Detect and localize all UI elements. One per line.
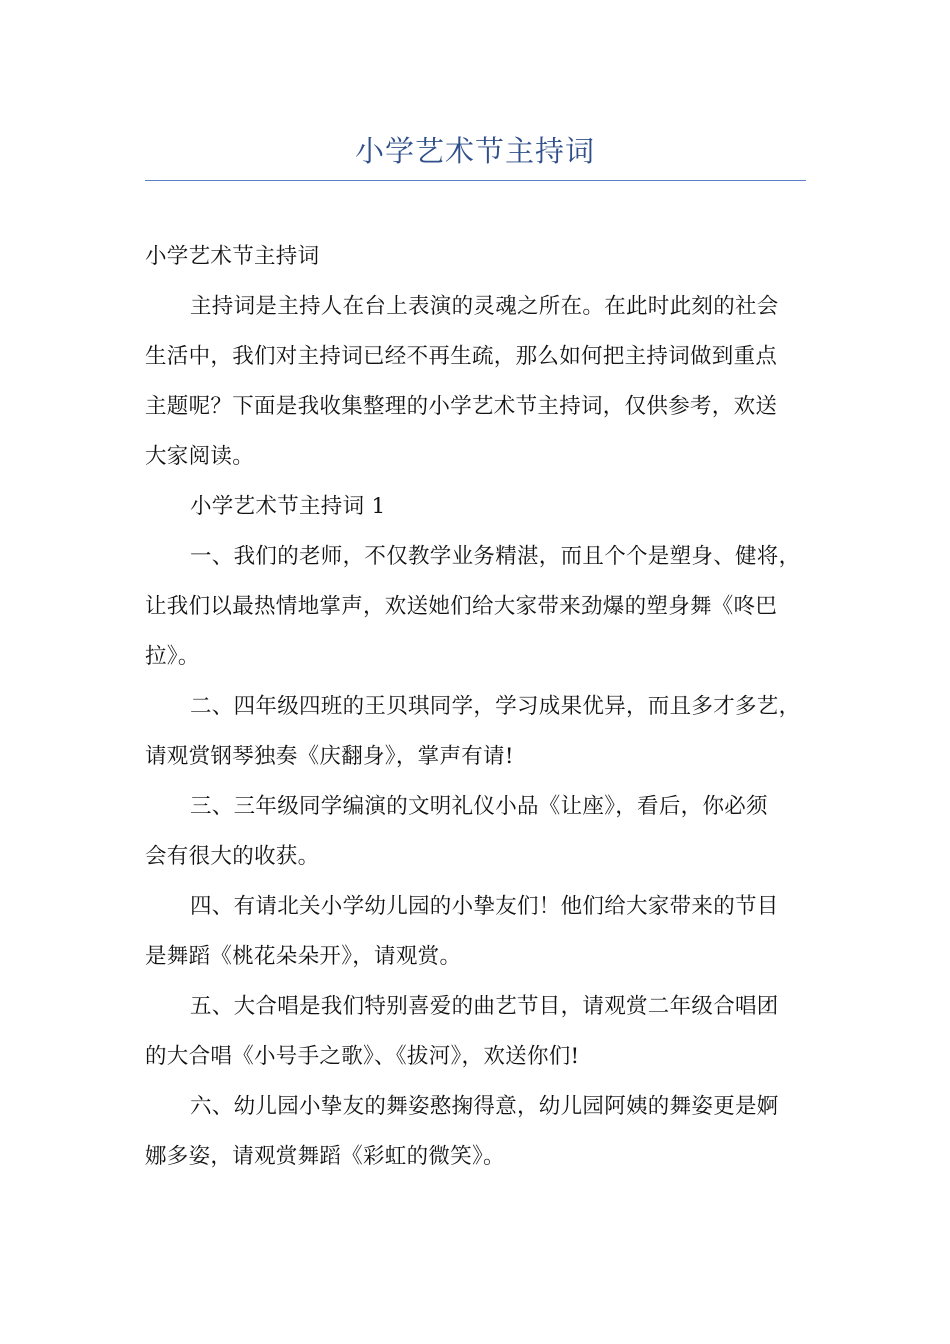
item-line: 四、有请北关小学幼儿园的小挚友们！他们给大家带来的节目 xyxy=(190,894,779,919)
item-line: 一、我们的老师，不仅教学业务精湛，而且个个是塑身、健将， xyxy=(190,544,801,569)
program-item-5 xyxy=(145,982,825,1082)
item-line: 会有很大的收获。 xyxy=(145,844,320,869)
document-body xyxy=(145,232,825,1182)
program-item-6 xyxy=(145,1082,825,1182)
section-heading: 小学艺术节主持词 1 xyxy=(190,494,386,519)
item-line: 的大合唱《小号手之歌》、《拔河》，欢送你们! xyxy=(145,1044,580,1069)
item-line: 让我们以最热情地掌声，欢送她们给大家带来劲爆的塑身舞《咚巴 xyxy=(145,594,778,619)
title-divider xyxy=(145,180,806,181)
page-title: 小学艺术节主持词 xyxy=(354,134,595,168)
program-item-1 xyxy=(145,532,825,682)
item-line: 请观赏钢琴独奏《庆翻身》，掌声有请! xyxy=(145,744,514,769)
program-item-2 xyxy=(145,682,825,782)
document-subtitle: 小学艺术节主持词 xyxy=(145,244,320,269)
intro-line: 主题呢？下面是我收集整理的小学艺术节主持词，仅供参考，欢送 xyxy=(145,394,778,419)
item-line: 六、幼儿园小挚友的舞姿憨掬得意，幼儿园阿姨的舞姿更是婀 xyxy=(190,1094,779,1119)
intro-line: 大家阅读。 xyxy=(145,444,255,469)
intro-line: 生活中，我们对主持词已经不再生疏，那么如何把主持词做到重点 xyxy=(145,344,778,369)
item-line: 五、大合唱是我们特别喜爱的曲艺节目，请观赏二年级合唱团 xyxy=(190,994,779,1019)
intro-paragraph xyxy=(145,282,825,482)
intro-line: 主持词是主持人在台上表演的灵魂之所在。在此时此刻的社会 xyxy=(190,294,779,319)
item-line: 娜多姿，请观赏舞蹈《彩虹的微笑》。 xyxy=(145,1144,505,1169)
item-line: 二、四年级四班的王贝琪同学，学习成果优异，而且多才多艺， xyxy=(190,694,801,719)
item-line: 是舞蹈《桃花朵朵开》，请观赏。 xyxy=(145,944,462,969)
program-item-4 xyxy=(145,882,825,982)
item-line: 拉》。 xyxy=(145,644,200,669)
item-line: 三、三年级同学编演的文明礼仪小品《让座》，看后，你必须 xyxy=(190,794,768,819)
program-item-3 xyxy=(145,782,825,882)
